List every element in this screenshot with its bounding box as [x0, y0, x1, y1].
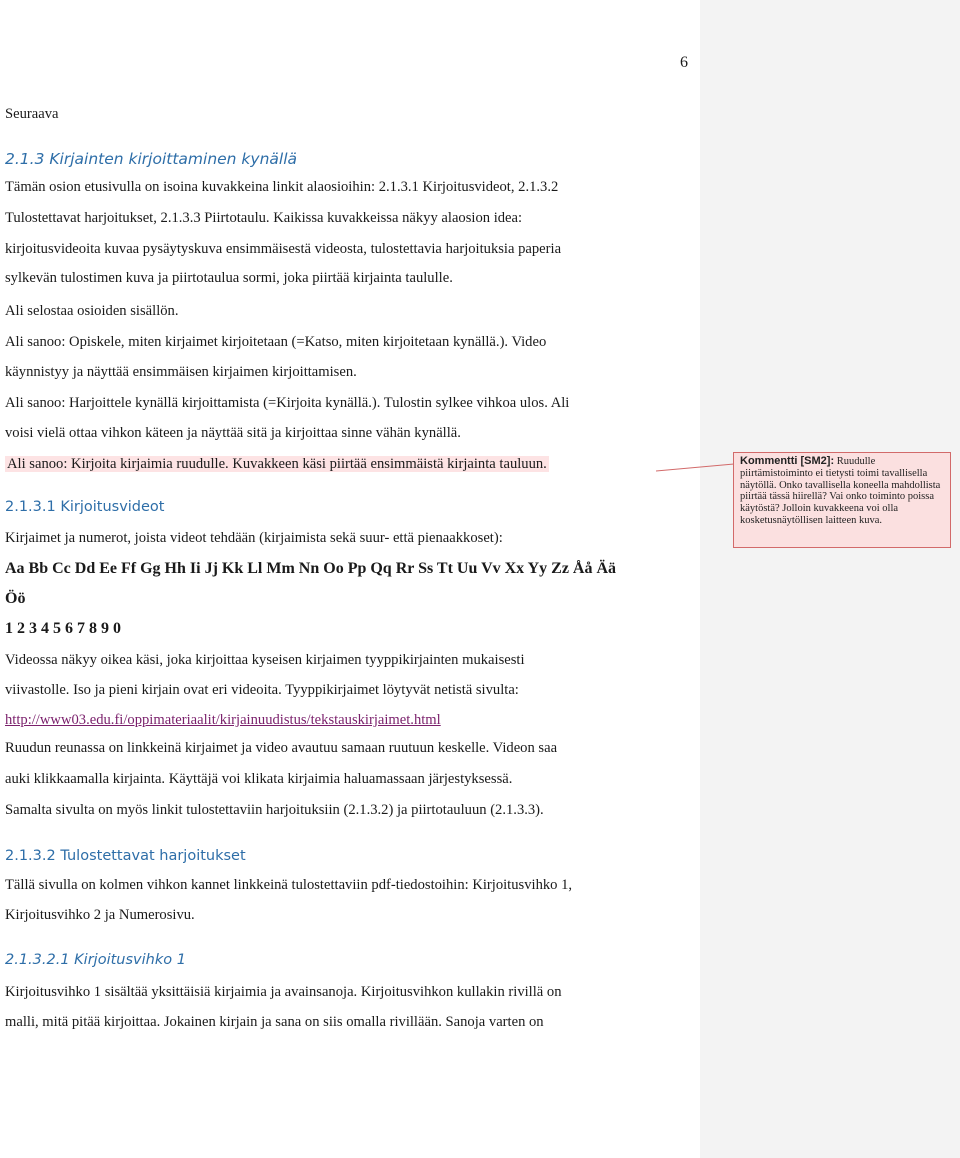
- body-line: Kirjaimet ja numerot, joista videot tehdään (kirjaimista sekä suur- että pienaakkoset):: [5, 530, 503, 546]
- body-line: Samalta sivulta on myös linkit tulostettaviin harjoituksiin (2.1.3.2) ja piirtotauluun (2.1.3.3).: [5, 802, 544, 818]
- highlighted-text: Ali sanoo: Kirjoita kirjaimia ruudulle. Kuvakkeen käsi piirtää ensimmäistä kirjainta tauluun.: [7, 456, 547, 472]
- comment-balloon[interactable]: [733, 452, 951, 548]
- body-line: Tulostettavat harjoitukset, 2.1.3.3 Piirtotaulu. Kaikissa kuvakkeissa näkyy alaosion idea:: [5, 210, 523, 226]
- body-line: Ali sanoo: Opiskele, miten kirjaimet kirjoitetaan (=Katso, miten kirjoitetaan kynällä.). Video: [5, 334, 547, 350]
- heading-2-1-3-2: 2.1.3.2 Tulostettavat harjoitukset: [5, 848, 246, 864]
- comment-margin: [700, 0, 960, 1158]
- body-line: Seuraava: [5, 106, 59, 122]
- link-line: [5, 711, 441, 729]
- body-line: Ali selostaa osioiden sisällön.: [5, 303, 179, 319]
- body-line: käynnistyy ja näyttää ensimmäisen kirjaimen kirjoittamisen.: [5, 364, 357, 380]
- body-line: Tällä sivulla on kolmen vihkon kannet linkkeinä tulostettaviin pdf-tiedostoihin: Kirjoitusvihko 1,: [5, 877, 573, 893]
- body-line: Kirjoitusvihko 2 ja Numerosivu.: [5, 907, 195, 923]
- body-line: Kirjoitusvihko 1 sisältää yksittäisiä kirjaimia ja avainsanoja. Kirjoitusvihkon kullakin rivillä on: [5, 984, 562, 1000]
- body-line: Ali sanoo: Harjoittele kynällä kirjoittamista (=Kirjoita kynällä.). Tulostin sylkee vihkoa ulos. Ali: [5, 395, 570, 411]
- heading-2-1-3-1: 2.1.3.1 Kirjoitusvideot: [5, 499, 165, 515]
- body-line: Videossa näkyy oikea käsi, joka kirjoittaa kyseisen kirjaimen tyyppikirjainten mukaisesti: [5, 652, 525, 668]
- alphabet-line-2: Öö: [5, 590, 26, 607]
- body-line: Ruudun reunassa on linkkeinä kirjaimet ja video avautuu samaan ruutuun keskelle. Videon saa: [5, 740, 558, 756]
- tekstauskirjaimet-link[interactable]: http://www03.edu.fi/oppimateriaalit/kirjainuudistus/tekstauskirjaimet.html: [5, 712, 441, 728]
- page-number: 6: [680, 54, 688, 71]
- body-line: kirjoitusvideoita kuvaa pysäytyskuva ensimmäisestä videosta, tulostettavia harjoituksia paperia: [5, 241, 562, 257]
- numbers-line: 1 2 3 4 5 6 7 8 9 0: [5, 620, 121, 637]
- body-line: voisi vielä ottaa vihkon käteen ja näyttää sitä ja kirjoittaa sinne vähän kynällä.: [5, 425, 461, 441]
- comment-text: Ruudulle piirtämistoiminto ei tietysti toimi tavallisella näytöllä. Onko tavallisella koneella mahdollista piirtää tässä hiirellä? Vai onko toiminto poissa käytöstä? Jolloin kuvakkeena voi olla kosketusnäytöllisen laitteen kuva.: [740, 456, 941, 526]
- comment-connector: [656, 462, 736, 472]
- body-line: Tämän osion etusivulla on isoina kuvakkeina linkit alaosioihin: 2.1.3.1 Kirjoitusvideot, 2.1.3.2: [5, 179, 559, 195]
- body-line: sylkevän tulostimen kuva ja piirtotaulua sormi, joka piirtää kirjainta taululle.: [5, 270, 453, 286]
- alphabet-line-1: Aa Bb Cc Dd Ee Ff Gg Hh Ii Jj Kk Ll Mm Nn Oo Pp Qq Rr Ss Tt Uu Vv Xx Yy Zz Åå Ää: [5, 560, 617, 577]
- highlighted-comment-anchor[interactable]: [5, 455, 549, 473]
- comment-label: Kommentti [SM2]:: [740, 455, 835, 467]
- heading-2-1-3-2-1: 2.1.3.2.1 Kirjoitusvihko 1: [5, 952, 186, 968]
- heading-2-1-3: 2.1.3 Kirjainten kirjoittaminen kynällä: [5, 150, 298, 168]
- body-line: malli, mitä pitää kirjoittaa. Jokainen kirjain ja sana on siis omalla rivillään. Sanoja varten on: [5, 1014, 544, 1030]
- body-line: auki klikkaamalla kirjainta. Käyttäjä voi klikata kirjaimia haluamassaan järjestyksessä.: [5, 771, 513, 787]
- body-line: viivastolle. Iso ja pieni kirjain ovat eri videoita. Tyyppikirjaimet löytyvät netistä sivulta:: [5, 682, 519, 698]
